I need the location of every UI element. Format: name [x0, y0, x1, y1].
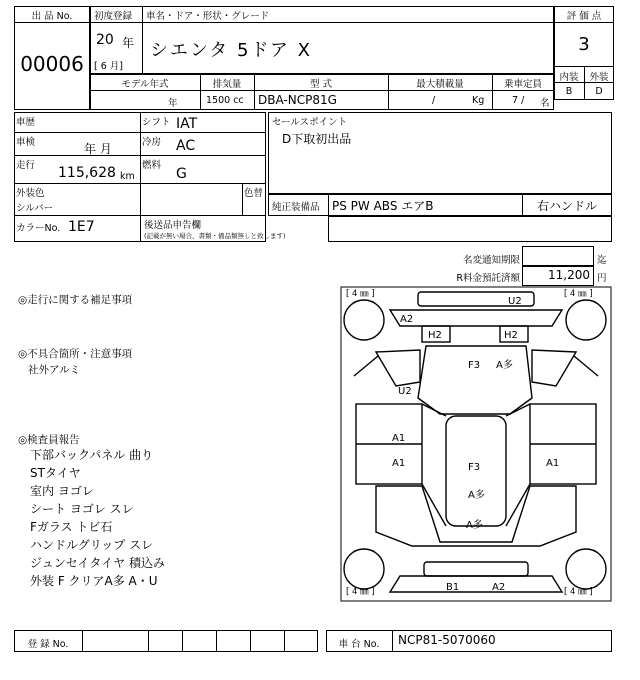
displacement-label: 排気量 — [212, 79, 242, 90]
model-code: DBA-NCP81G — [258, 93, 337, 107]
model-label: 型 式 — [309, 79, 333, 90]
inspection-value: 年 月 — [84, 142, 112, 156]
front-left-tire — [344, 300, 384, 340]
documents-note: (記載が無い場合、書類・備品類無しと致します) — [144, 232, 286, 240]
lot-number-label: 出 品 No. — [31, 11, 73, 22]
tire-depth-label: [ 4 ㎜ ] — [346, 289, 375, 299]
recycle-unit: 円 — [597, 273, 607, 284]
max-load-label: 最大積載量 — [416, 79, 464, 90]
damage-mark: A多 — [496, 360, 513, 371]
first-registration-label: 初度登録 — [94, 11, 133, 22]
rear-left-tire — [344, 549, 384, 589]
defects-label: ◎不具合箇所・注意事項 — [18, 348, 133, 360]
damage-mark: A多 — [466, 520, 483, 531]
color-value: シルバー — [16, 203, 54, 214]
inspector-item: ジュンセイタイヤ 積込み — [30, 556, 165, 570]
fuel-label: 燃料 — [142, 160, 162, 171]
damage-mark: A1 — [392, 458, 406, 469]
mileage-label: 走行 — [16, 160, 36, 171]
ac-value: AC — [176, 138, 196, 154]
mileage-value: 115,628 — [58, 165, 116, 181]
capacity-value: 7 / — [512, 95, 525, 106]
color-no-value: 1E7 — [68, 219, 95, 235]
color-no-label: カラーNo. — [16, 223, 61, 234]
shift-label: シフト — [142, 117, 171, 128]
damage-mark: A多 — [468, 490, 485, 501]
history-label: 車歴 — [16, 117, 36, 128]
damage-mark: H2 — [428, 330, 442, 341]
inspector-item: 室内 ヨゴレ — [30, 484, 94, 498]
ac-label: 冷房 — [142, 137, 162, 148]
documents-label: 後送品申告欄 — [144, 220, 202, 231]
model-year-unit: 年 — [168, 98, 178, 109]
inspector-item: ハンドルグリップ スレ — [30, 538, 154, 552]
inspector-item: 外装 F クリアA多 A・U — [30, 574, 158, 588]
damage-mark: U2 — [398, 386, 412, 397]
inspector-item: シート ヨゴレ スレ — [30, 502, 134, 516]
damage-mark: A2 — [400, 314, 414, 325]
max-load-unit: Kg — [472, 95, 485, 106]
hood — [418, 346, 532, 414]
mileage-unit: km — [120, 171, 135, 182]
registration-year: 20 — [96, 32, 114, 48]
chassis-no-label: 車 台 No. — [338, 639, 380, 650]
damage-mark: H2 — [504, 330, 518, 341]
car-damage-diagram — [340, 286, 612, 602]
registration-year-unit: 年 — [122, 36, 135, 50]
exterior-grade: D — [595, 86, 603, 97]
damage-mark: U2 — [508, 296, 522, 307]
damage-mark: A1 — [392, 433, 406, 444]
notice-field — [522, 246, 594, 266]
inspector-item: 下部バックパネル 曲り — [30, 448, 154, 462]
defect-item: 社外アルミ — [28, 364, 81, 376]
damage-mark: F3 — [468, 462, 481, 473]
lot-number: 00006 — [20, 52, 84, 76]
damage-mark: A2 — [492, 582, 506, 593]
equipment-value: PS PW ABS エアB — [332, 199, 434, 213]
max-load-slash: / — [432, 95, 436, 106]
rear-bumper — [390, 576, 562, 592]
exterior-label: 外装 — [589, 72, 609, 83]
repaint-label: 色替 — [244, 188, 264, 199]
notice-unit: 迄 — [597, 255, 607, 266]
tire-depth-label: [ 4 ㎜ ] — [564, 289, 593, 299]
fuel-value: G — [176, 166, 187, 182]
damage-mark: A1 — [546, 458, 560, 469]
registration-no-label: 登 録 No. — [27, 639, 69, 650]
recycle-value: 11,200 — [548, 268, 590, 282]
rear-right-tire — [566, 549, 606, 589]
capacity-label: 乗車定員 — [503, 79, 542, 90]
notice-label: 名変通知期限 — [462, 255, 520, 266]
interior-grade: B — [565, 86, 573, 97]
interior-label: 内装 — [559, 72, 579, 83]
displacement: 1500 cc — [206, 95, 244, 106]
inspector-item: STタイヤ — [30, 466, 81, 480]
front-right-fender — [532, 350, 576, 386]
model-year-label: モデル年式 — [121, 79, 169, 90]
capacity-unit: 名 — [540, 98, 550, 109]
color-label: 外装色 — [16, 188, 45, 199]
rear-bumper-top — [424, 562, 528, 576]
shift-value: IAT — [176, 116, 198, 132]
inspection-label: 車検 — [16, 137, 36, 148]
supplement-label: ◎走行に関する補足事項 — [18, 294, 133, 306]
tire-depth-label: [ 4 ㎜ ] — [564, 587, 593, 597]
tire-depth-label: [ 4 ㎜ ] — [346, 587, 375, 597]
inspector-label: ◎検査員報告 — [18, 434, 80, 446]
recycle-label: R料金預託済額 — [456, 273, 520, 284]
chassis-no: NCP81-5070060 — [398, 633, 496, 647]
inspector-item: Fガラス トビ石 — [30, 520, 113, 534]
rating-label: 評 価 点 — [566, 11, 602, 22]
equipment-label: 純正装備品 — [272, 202, 320, 213]
sales-point: D下取初出品 — [282, 132, 352, 146]
damage-mark: F3 — [468, 360, 481, 371]
car-name-label: 車名・ドア・形状・グレード — [146, 11, 270, 22]
rating-score: 3 — [578, 34, 590, 55]
front-right-tire — [566, 300, 606, 340]
damage-mark: B1 — [446, 582, 460, 593]
front-left-fender — [376, 350, 420, 386]
handle-side: 右ハンドル — [536, 199, 597, 213]
blank-box — [328, 216, 612, 242]
front-bumper — [390, 310, 562, 326]
sales-point-label: セールスポイント — [272, 117, 348, 128]
car-name: シエンタ 5ドア X — [150, 40, 312, 61]
registration-month: [ 6 月] — [94, 61, 123, 72]
